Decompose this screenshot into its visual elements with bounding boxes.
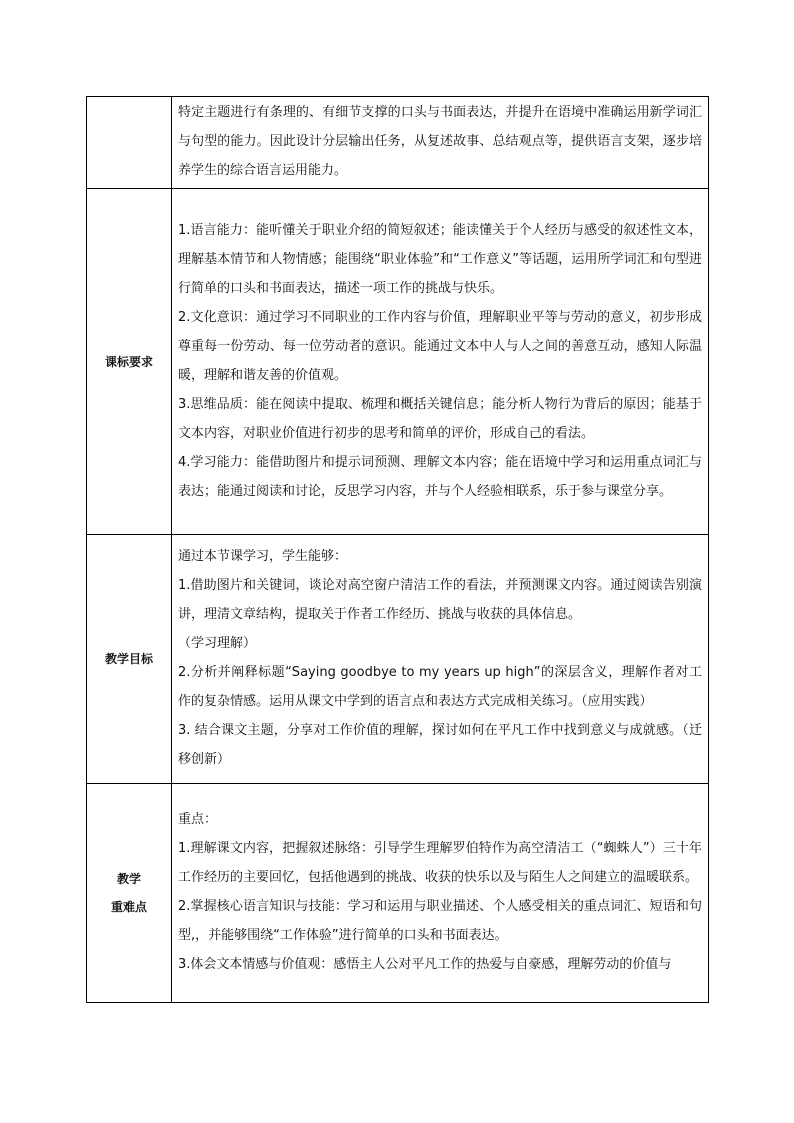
content-paragraph: 特定主题进行有条理的、有细节支撑的口头与书面表达，并提升在语境中准确运用新学词汇与句型的能力。因此设计分层输出任务，从复述故事、总结观点等，提供语言支架，逐步培养学生的综合语言运用能力。: [178, 105, 702, 178]
lesson-plan-table: [86, 96, 709, 1003]
content-paragraph: 4.学习能力：能借助图片和提示词预测、理解文本内容；能在语境中学习和运用重点词汇与表达；能通过阅读和讨论，反思学习内容，并与个人经验相联系，乐于参与课堂分享。: [178, 454, 702, 499]
content-paragraph: 2.分析并阐释标题“Saying goodbye to my years up high”的深层含义，理解作者对工作的复杂情感。运用从课文中学到的语言点和表达方式完成相关练习。（应用实践）: [178, 665, 702, 709]
table-row-curriculum-requirements: [87, 189, 709, 535]
content-paragraph: 1.理解课文内容，把握叙述脉络：引导学生理解罗伯特作为高空清洁工（“蜘蛛人”）三十年工作经历的主要回忆，包括他遇到的挑战、收获的快乐以及与陌生人之间建立的温暖联系。: [178, 841, 702, 885]
row-label-empty: [87, 97, 172, 189]
content-paragraph: 重点：: [178, 812, 218, 827]
row-label-line: 重难点: [110, 900, 147, 914]
row-content-curriculum-requirements: [172, 189, 709, 535]
content-paragraph: 1.借助图片和关键词，谈论对高空窗户清洁工作的看法，并预测课文内容。通过阅读告别演讲，理清文章结构，提取关于作者工作经历、挑战与收获的具体信息。: [178, 578, 702, 622]
table-row-continuation: [87, 97, 709, 189]
content-paragraph: 1.语言能力：能听懂关于职业介绍的简短叙述；能读懂关于个人经历与感受的叙述性文本，理解基本情节和人物情感；能围绕“职业体验”和“工作意义”等话题，运用所学词汇和句型进行简单的口头和书面表达，描述一项工作的挑战与快乐。: [178, 222, 702, 296]
content-paragraph: 2.文化意识：通过学习不同职业的工作内容与价值，理解职业平等与劳动的意义，初步形成尊重每一份劳动、每一位劳动者的意识。能通过文本中人与人之间的善意互动，感知人际温暖，理解和谐友善的价值观。: [178, 309, 702, 383]
row-content-continuation: [172, 97, 709, 189]
row-label-curriculum-requirements: 课标要求: [87, 189, 172, 535]
table-row-teaching-objectives: [87, 535, 709, 784]
content-paragraph: 3.思维品质：能在阅读中提取、梳理和概括关键信息；能分析人物行为背后的原因；能基于文本内容，对职业价值进行初步的思考和简单的评价，形成自己的看法。: [178, 396, 702, 441]
content-paragraph: 3. 结合课文主题，分享对工作价值的理解，探讨如何在平凡工作中找到意义与成就感。（迁移创新）: [178, 723, 702, 767]
table-row-key-difficult-points: [87, 784, 709, 1003]
content-paragraph: 通过本节课学习，学生能够：: [178, 549, 348, 564]
row-content-teaching-objectives: [172, 535, 709, 784]
content-paragraph: （学习理解）: [178, 636, 257, 651]
row-label-line: 教学: [116, 872, 141, 886]
content-paragraph: 2.掌握核心语言知识与技能：学习和运用与职业描述、个人感受相关的重点词汇、短语和句型,，并能够围绕“工作体验”进行简单的口头和书面表达。: [178, 899, 702, 943]
row-label-teaching-objectives: 教学目标: [87, 535, 172, 784]
content-paragraph: 3.体会文本情感与价值观：感悟主人公对平凡工作的热爱与自豪感，理解劳动的价值与: [178, 957, 672, 972]
row-content-key-difficult-points: [172, 784, 709, 1003]
row-label-key-difficult-points: [87, 784, 172, 1003]
